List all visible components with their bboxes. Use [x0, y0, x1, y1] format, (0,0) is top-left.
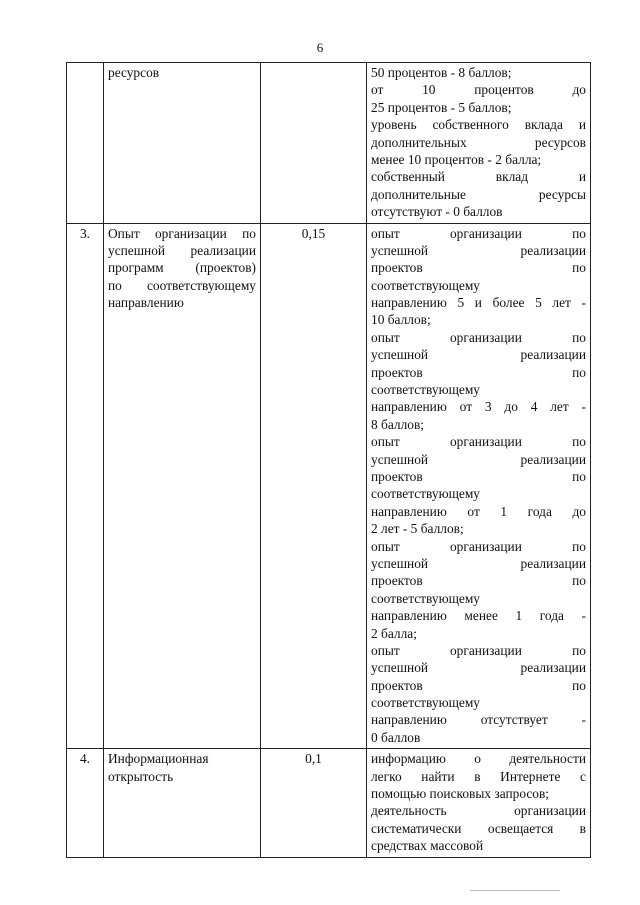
row-number-cell: 3.	[67, 223, 104, 749]
scoring-line: направлению от 3 до 4 лет -	[371, 399, 586, 415]
criteria-table	[66, 62, 591, 858]
criterion-name-line: ресурсов	[108, 65, 160, 80]
scoring-line: собственный вклад и	[371, 169, 586, 185]
table-row	[67, 749, 591, 857]
scoring-line: дополнительных ресурсов	[371, 134, 586, 150]
scoring-line: направлению 5 и более 5 лет -	[371, 295, 586, 311]
scoring-cell	[367, 749, 591, 857]
scoring-line: направлению отсутствует -	[371, 712, 586, 728]
criterion-name-line: направлению	[108, 295, 184, 311]
weight-cell: 0,15	[261, 223, 367, 749]
scoring-line: соответствующему	[371, 382, 480, 398]
scoring-line: деятельность организации	[371, 803, 586, 819]
scan-artifact-line	[470, 890, 560, 891]
scoring-line: информацию о деятельности	[371, 751, 586, 767]
scoring-line: 8 баллов;	[371, 416, 425, 432]
scoring-cell	[367, 223, 591, 749]
table-row	[67, 63, 591, 224]
scoring-line: успешной реализации	[371, 242, 586, 258]
scoring-cell	[367, 63, 591, 224]
scoring-line: проектов по	[371, 677, 586, 693]
scoring-line: опыт организации по	[371, 225, 586, 241]
scoring-line: опыт организации по	[371, 642, 586, 658]
scoring-line: систематически освещается в	[371, 820, 586, 836]
scoring-line: проектов по	[371, 468, 586, 484]
weight-cell: 0,1	[261, 749, 367, 857]
scoring-line: 2 лет - 5 баллов;	[371, 521, 464, 537]
scoring-line: соответствующему	[371, 590, 480, 606]
page-number: 6	[316, 40, 324, 55]
scoring-line: соответствующему	[371, 695, 480, 711]
row-number-cell: 4.	[67, 749, 104, 857]
criterion-name-line: программ (проектов)	[108, 260, 256, 276]
criterion-name-line: успешной реализации	[108, 242, 256, 258]
scoring-line: направлению менее 1 года -	[371, 608, 586, 624]
criterion-name-cell	[104, 63, 261, 224]
criterion-name-line: по соответствующему	[108, 277, 256, 293]
scoring-line: опыт организации по	[371, 538, 586, 554]
scoring-line: отсутствуют - 0 баллов	[371, 204, 503, 220]
scoring-line: 10 баллов;	[371, 312, 431, 328]
scoring-line: 2 балла;	[371, 625, 417, 641]
scoring-line: средствах массовой	[371, 838, 484, 854]
scoring-line: от 10 процентов до	[371, 82, 586, 98]
criterion-name-cell	[104, 223, 261, 749]
scoring-line: опыт организации по	[371, 434, 586, 450]
scoring-line: успешной реализации	[371, 660, 586, 676]
scoring-line: опыт организации по	[371, 329, 586, 345]
criterion-name-line: Информационная	[108, 751, 209, 767]
scoring-line: помощью поисковых запросов;	[371, 786, 550, 802]
row-number-cell	[67, 63, 104, 224]
table-row	[67, 223, 591, 749]
scoring-line: проектов по	[371, 573, 586, 589]
scoring-line: успешной реализации	[371, 347, 586, 363]
criterion-name-line: Опыт организации по	[108, 225, 256, 241]
scoring-line: проектов по	[371, 260, 586, 276]
scoring-line: 25 процентов - 5 баллов;	[371, 99, 512, 115]
scoring-line: соответствующему	[371, 486, 480, 502]
scoring-line: уровень собственного вклада и	[371, 117, 586, 133]
scoring-line: направлению от 1 года до	[371, 503, 586, 519]
criterion-name-cell	[104, 749, 261, 857]
criteria-table-body	[67, 63, 591, 858]
scoring-line: 50 процентов - 8 баллов;	[371, 65, 512, 80]
scoring-line: 0 баллов	[371, 729, 421, 745]
scoring-line: соответствующему	[371, 277, 480, 293]
scoring-line: успешной реализации	[371, 451, 586, 467]
scoring-line: легко найти в Интернете с	[371, 768, 586, 784]
scoring-line: дополнительные ресурсы	[371, 186, 586, 202]
scoring-line: менее 10 процентов - 2 балла;	[371, 151, 542, 167]
criterion-name-line: открытость	[108, 768, 174, 784]
scoring-line: проектов по	[371, 364, 586, 380]
weight-cell	[261, 63, 367, 224]
scoring-line: успешной реализации	[371, 555, 586, 571]
